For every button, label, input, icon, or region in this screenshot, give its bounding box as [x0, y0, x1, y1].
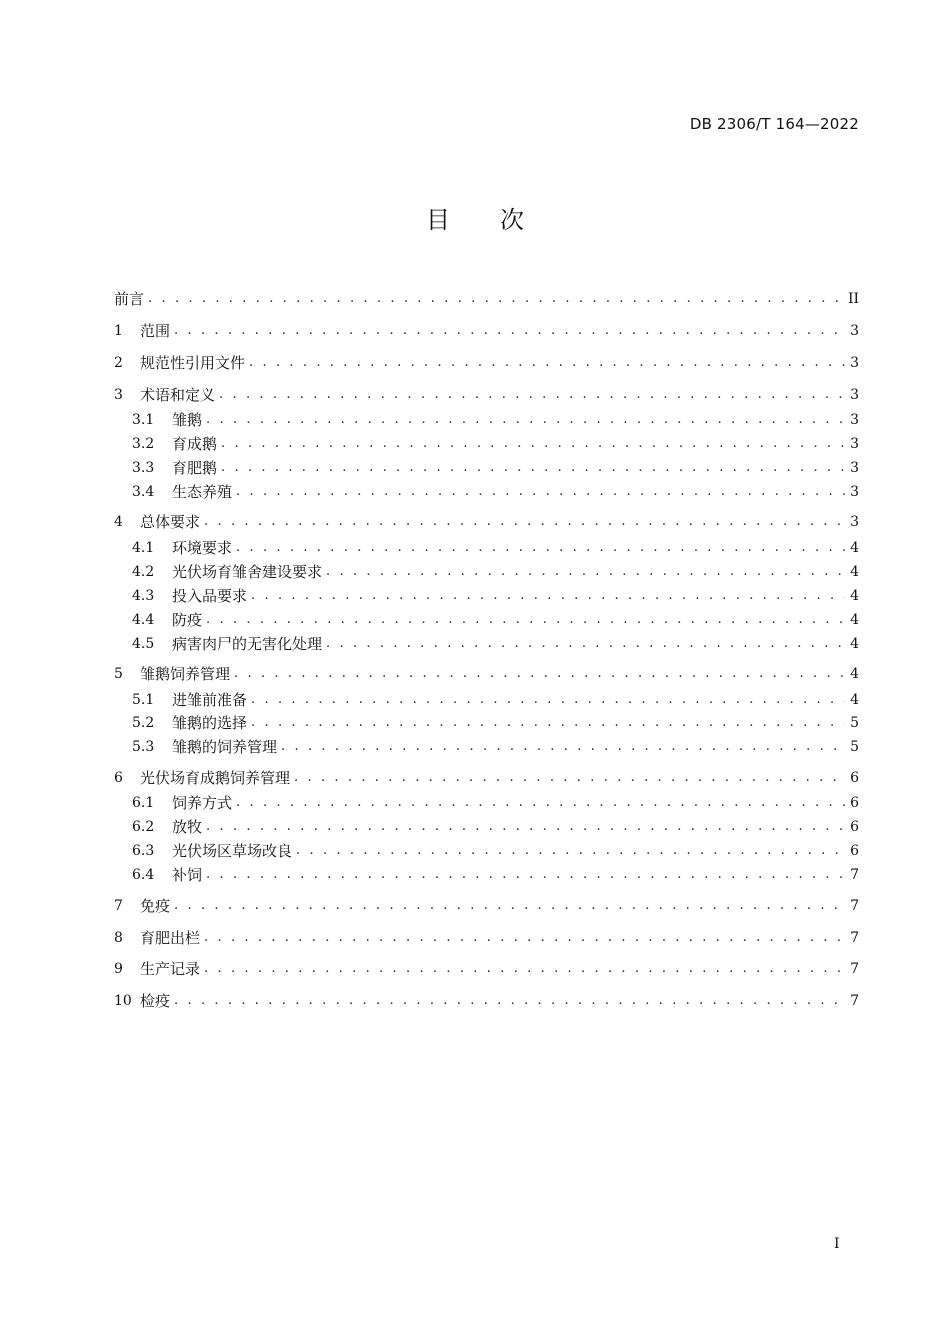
toc-entry-page: 6 [850, 770, 859, 786]
toc-entry-number: 5.1 [132, 692, 155, 708]
toc-leader-dots [174, 989, 845, 1013]
toc-entry[interactable] [114, 408, 859, 432]
toc-entry[interactable] [114, 735, 859, 759]
toc-entry-number: 6.2 [132, 819, 155, 835]
toc-entry-page: 5 [850, 739, 859, 755]
toc-entry-label: 环境要求 [172, 539, 233, 557]
toc-entry[interactable] [114, 432, 859, 456]
toc-leader-dots [221, 432, 845, 456]
toc-entry-number: 4.1 [132, 540, 155, 556]
toc-entry[interactable] [114, 957, 859, 981]
toc-leader-dots [281, 735, 845, 759]
toc-entry-label: 总体要求 [140, 513, 201, 531]
toc-entry-page: 4 [850, 692, 859, 708]
toc-entry-page: II [847, 291, 859, 307]
toc-entry[interactable] [114, 510, 859, 534]
toc-leader-dots [236, 480, 845, 504]
toc-entry[interactable] [114, 632, 859, 656]
toc-entry-label: 育成鹅 [172, 435, 218, 453]
toc-entry[interactable] [114, 839, 859, 863]
toc-entry[interactable] [114, 688, 859, 712]
toc-leader-dots [249, 351, 845, 375]
toc-entry-label: 生产记录 [140, 960, 201, 978]
toc-entry-label: 雏鹅 [172, 411, 203, 429]
toc-entry[interactable] [114, 383, 859, 407]
toc-leader-dots [204, 926, 845, 950]
toc-entry[interactable] [114, 351, 859, 375]
toc-entry-label: 补饲 [172, 866, 203, 884]
toc-entry-number: 3.1 [132, 412, 155, 428]
toc-entry-page: 6 [850, 843, 859, 859]
toc-leader-dots [206, 408, 845, 432]
toc-entry-number: 4.4 [132, 612, 155, 628]
toc-entry[interactable] [114, 863, 859, 887]
toc-entry-number: 6.3 [132, 843, 155, 859]
toc-entry-number: 6.4 [132, 867, 155, 883]
toc-entry[interactable] [114, 584, 859, 608]
toc-entry-page: 4 [850, 666, 859, 682]
toc-entry-label: 进雏前准备 [172, 691, 248, 709]
toc-entry[interactable] [114, 989, 859, 1013]
toc-leader-dots [206, 608, 845, 632]
toc-entry[interactable] [114, 711, 859, 735]
toc-entry[interactable] [114, 894, 859, 918]
toc-entry-number: 8 [114, 930, 123, 946]
toc-leader-dots [326, 632, 845, 656]
toc-leader-dots [204, 510, 845, 534]
toc-entry-number: 3 [114, 387, 123, 403]
toc-entry-page: 3 [850, 484, 859, 500]
toc-entry-page: 3 [850, 387, 859, 403]
toc-leader-dots [174, 319, 845, 343]
toc-entry[interactable] [114, 815, 859, 839]
toc-leader-dots [174, 894, 845, 918]
toc-entry-number: 9 [114, 961, 123, 977]
toc-leader-dots [251, 584, 845, 608]
page-title [0, 200, 950, 235]
toc-entry-number: 1 [114, 323, 123, 339]
toc-entry[interactable] [114, 791, 859, 815]
toc-entry-number: 5.3 [132, 739, 155, 755]
toc-entry-label: 光伏场育雏舍建设要求 [172, 563, 323, 581]
toc-entry-label: 雏鹅的饲养管理 [172, 738, 278, 756]
toc-entry-label: 前言 [114, 290, 145, 308]
toc-entry[interactable] [114, 287, 859, 311]
toc-entry-page: 3 [850, 355, 859, 371]
toc-leader-dots [236, 536, 845, 560]
title-char-2: 次 [500, 206, 524, 234]
toc-entry-page: 6 [850, 795, 859, 811]
toc-entry-page: 4 [850, 540, 859, 556]
toc-entry-number: 4.3 [132, 588, 155, 604]
toc-leader-dots [221, 456, 845, 480]
toc-entry-label: 饲养方式 [172, 794, 233, 812]
toc-entry-number: 6 [114, 770, 123, 786]
toc-entry-page: 4 [850, 564, 859, 580]
toc-entry-number: 6.1 [132, 795, 155, 811]
toc-entry-page: 7 [850, 898, 859, 914]
toc-entry-number: 3.3 [132, 460, 155, 476]
toc-leader-dots [206, 815, 845, 839]
toc-entry-label: 育肥鹅 [172, 459, 218, 477]
toc-leader-dots [219, 383, 845, 407]
toc-entry-label: 投入品要求 [172, 587, 248, 605]
toc-entry-number: 5 [114, 666, 123, 682]
toc-entry-label: 生态养殖 [172, 483, 233, 501]
toc-leader-dots [148, 287, 844, 311]
toc-entry-label: 免疫 [140, 897, 171, 915]
toc-leader-dots [251, 688, 845, 712]
toc-entry-label: 光伏场育成鹅饲养管理 [140, 769, 291, 787]
toc-entry-label: 育肥出栏 [140, 929, 201, 947]
toc-entry-number: 4 [114, 514, 123, 530]
toc-entry[interactable] [114, 319, 859, 343]
toc-entry-number: 4.2 [132, 564, 155, 580]
toc-entry-page: 7 [850, 867, 859, 883]
toc-entry-page: 7 [850, 993, 859, 1009]
toc-entry-label: 光伏场区草场改良 [172, 842, 293, 860]
toc-entry-label: 雏鹅的选择 [172, 714, 248, 732]
toc-entry[interactable] [114, 560, 859, 584]
toc-entry-page: 4 [850, 636, 859, 652]
toc-entry-number: 7 [114, 898, 123, 914]
toc-entry-number: 4.5 [132, 636, 155, 652]
toc-entry-label: 规范性引用文件 [140, 354, 246, 372]
toc-entry[interactable] [114, 456, 859, 480]
toc-entry[interactable] [114, 536, 859, 560]
toc-entry-number: 10 [114, 993, 132, 1009]
toc-entry-label: 范围 [140, 322, 171, 340]
toc-leader-dots [296, 839, 845, 863]
toc-leader-dots [206, 863, 845, 887]
toc-leader-dots [236, 791, 845, 815]
toc-entry-page: 7 [850, 930, 859, 946]
toc-entry-page: 3 [850, 460, 859, 476]
toc-entry[interactable] [114, 926, 859, 950]
toc-entry[interactable] [114, 480, 859, 504]
toc-entry[interactable] [114, 662, 859, 686]
toc-entry-label: 病害肉尸的无害化处理 [172, 635, 323, 653]
toc-leader-dots [326, 560, 845, 584]
toc-entry-page: 3 [850, 514, 859, 530]
toc-leader-dots [204, 957, 845, 981]
toc-entry-number: 5.2 [132, 715, 155, 731]
toc-entry-label: 雏鹅饲养管理 [140, 665, 231, 683]
toc-entry-page: 6 [850, 819, 859, 835]
toc-entry[interactable] [114, 766, 859, 790]
toc-entry-label: 检疫 [140, 992, 171, 1010]
title-char-1: 目 [426, 206, 450, 234]
toc-entry-label: 防疫 [172, 611, 203, 629]
toc-entry-number: 2 [114, 355, 123, 371]
toc-entry-label: 术语和定义 [140, 386, 216, 404]
toc-leader-dots [294, 766, 845, 790]
toc-entry-page: 3 [850, 436, 859, 452]
document-code: DB 2306/T 164—2022 [689, 115, 859, 133]
toc-leader-dots [251, 711, 845, 735]
toc-entry-page: 4 [850, 588, 859, 604]
toc-entry-page: 4 [850, 612, 859, 628]
footer-page-number: I [834, 1236, 840, 1252]
toc-entry-page: 3 [850, 323, 859, 339]
toc-entry-number: 3.2 [132, 436, 155, 452]
toc-entry-page: 5 [850, 715, 859, 731]
toc-entry-number: 3.4 [132, 484, 155, 500]
toc-entry-page: 7 [850, 961, 859, 977]
toc-entry[interactable] [114, 608, 859, 632]
toc-entry-page: 3 [850, 412, 859, 428]
toc-entry-label: 放牧 [172, 818, 203, 836]
toc-leader-dots [234, 662, 845, 686]
